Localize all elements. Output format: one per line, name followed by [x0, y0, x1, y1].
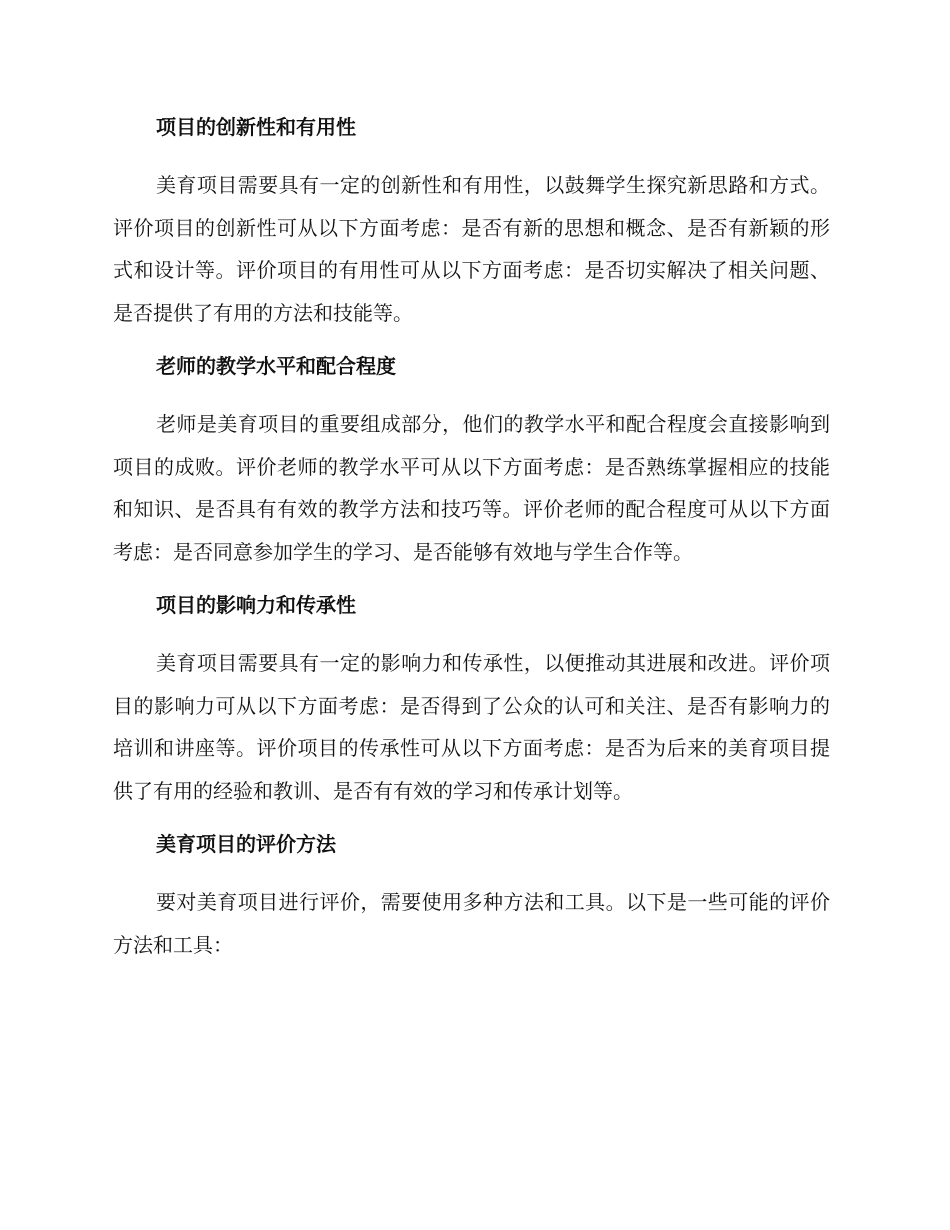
- section-paragraph: 美育项目需要具有一定的创新性和有用性，以鼓舞学生探究新思路和方式。评价项目的创新性可从以下方面考虑：是否有新的思想和概念、是否有新颖的形式和设计等。评价项目的有用性可从以下方面考虑：是否切实解决了相关问题、是否提供了有用的方法和技能等。: [113, 173, 830, 325]
- section-teacher: [113, 343, 830, 573]
- section-heading: 美育项目的评价方法: [156, 832, 336, 856]
- section-influence: [113, 582, 830, 812]
- section-heading: 项目的影响力和传承性: [156, 593, 356, 617]
- section-heading: 老师的教学水平和配合程度: [156, 354, 396, 378]
- section-heading: 项目的创新性和有用性: [156, 115, 356, 139]
- section-paragraph: 老师是美育项目的重要组成部分，他们的教学水平和配合程度会直接影响到项目的成败。评价老师的教学水平可从以下方面考虑：是否熟练掌握相应的技能和知识、是否具有有效的教学方法和技巧等。评价老师的配合程度可从以下方面考虑：是否同意参加学生的学习、是否能够有效地与学生合作等。: [113, 412, 830, 564]
- document-page: [113, 104, 830, 975]
- section-paragraph: 要对美育项目进行评价，需要使用多种方法和工具。以下是一些可能的评价方法和工具：: [113, 890, 830, 957]
- section-paragraph: 美育项目需要具有一定的影响力和传承性，以便推动其进展和改进。评价项目的影响力可从以下方面考虑：是否得到了公众的认可和关注、是否有影响力的培训和讲座等。评价项目的传承性可从以下方面考虑：是否为后来的美育项目提供了有用的经验和教训、是否有有效的学习和传承计划等。: [113, 651, 830, 803]
- section-innovation: [113, 104, 830, 334]
- section-evaluation-methods: [113, 821, 830, 966]
